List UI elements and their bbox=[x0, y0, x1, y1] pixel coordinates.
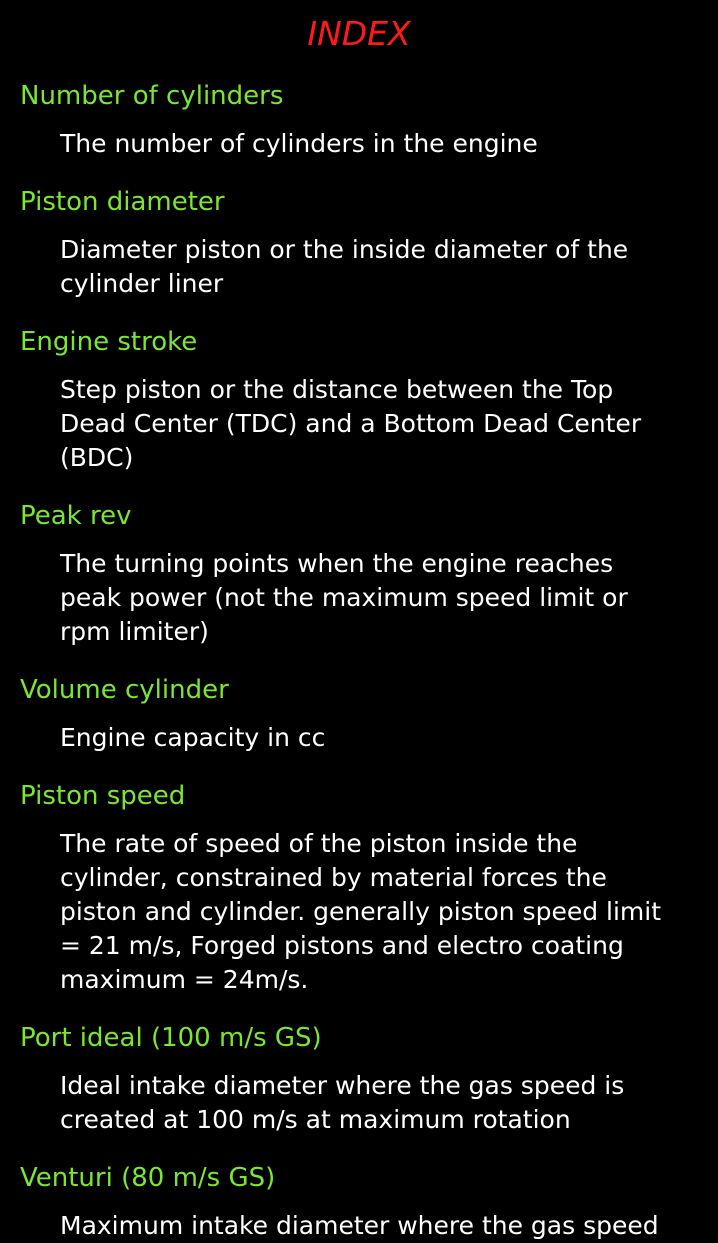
entry-desc-port-ideal bbox=[60, 1069, 700, 1137]
page-title: INDEX bbox=[307, 14, 411, 53]
entry-title-number-of-cylinders: Number of cylinders bbox=[20, 81, 284, 111]
desc-line: Ideal intake diameter where the gas speed is bbox=[60, 1071, 625, 1100]
desc-line: piston and cylinder. generally piston speed limit bbox=[60, 897, 662, 926]
desc-line: Engine capacity in cc bbox=[60, 723, 326, 752]
desc-line: created at 100 m/s at maximum rotation bbox=[60, 1105, 571, 1134]
entry-title-piston-speed: Piston speed bbox=[20, 781, 186, 811]
entry-desc-piston-diameter bbox=[60, 233, 700, 301]
desc-line: The number of cylinders in the engine bbox=[60, 129, 538, 158]
entry-desc-piston-speed bbox=[60, 827, 700, 997]
desc-line: cylinder liner bbox=[60, 269, 224, 298]
desc-line: Diameter piston or the inside diameter of the bbox=[60, 235, 629, 264]
entry-title-venturi: Venturi (80 m/s GS) bbox=[20, 1163, 276, 1193]
entry-desc-engine-stroke bbox=[60, 373, 700, 475]
entry-title-piston-diameter: Piston diameter bbox=[20, 187, 225, 217]
entry-desc-volume-cylinder bbox=[60, 721, 700, 755]
entry-desc-number-of-cylinders bbox=[60, 127, 700, 161]
desc-line: Maximum intake diameter where the gas speed bbox=[60, 1211, 659, 1240]
entry-title-engine-stroke: Engine stroke bbox=[20, 327, 198, 357]
desc-line: Dead Center (TDC) and a Bottom Dead Center bbox=[60, 409, 642, 438]
desc-line: peak power (not the maximum speed limit or bbox=[60, 583, 628, 612]
entry-title-peak-rev: Peak rev bbox=[20, 501, 132, 531]
desc-line: (BDC) bbox=[60, 443, 134, 472]
entry-title-volume-cylinder: Volume cylinder bbox=[20, 675, 229, 705]
desc-line: The turning points when the engine reaches bbox=[60, 549, 614, 578]
entry-title-port-ideal: Port ideal (100 m/s GS) bbox=[20, 1023, 322, 1053]
desc-line: The rate of speed of the piston inside the bbox=[60, 829, 578, 858]
desc-line: maximum = 24m/s. bbox=[60, 965, 309, 994]
entry-desc-venturi bbox=[60, 1209, 700, 1243]
desc-line: cylinder, constrained by material forces the bbox=[60, 863, 607, 892]
entry-desc-peak-rev bbox=[60, 547, 700, 649]
desc-line: rpm limiter) bbox=[60, 617, 209, 646]
desc-line: Step piston or the distance between the Top bbox=[60, 375, 614, 404]
desc-line: = 21 m/s, Forged pistons and electro coating bbox=[60, 931, 624, 960]
